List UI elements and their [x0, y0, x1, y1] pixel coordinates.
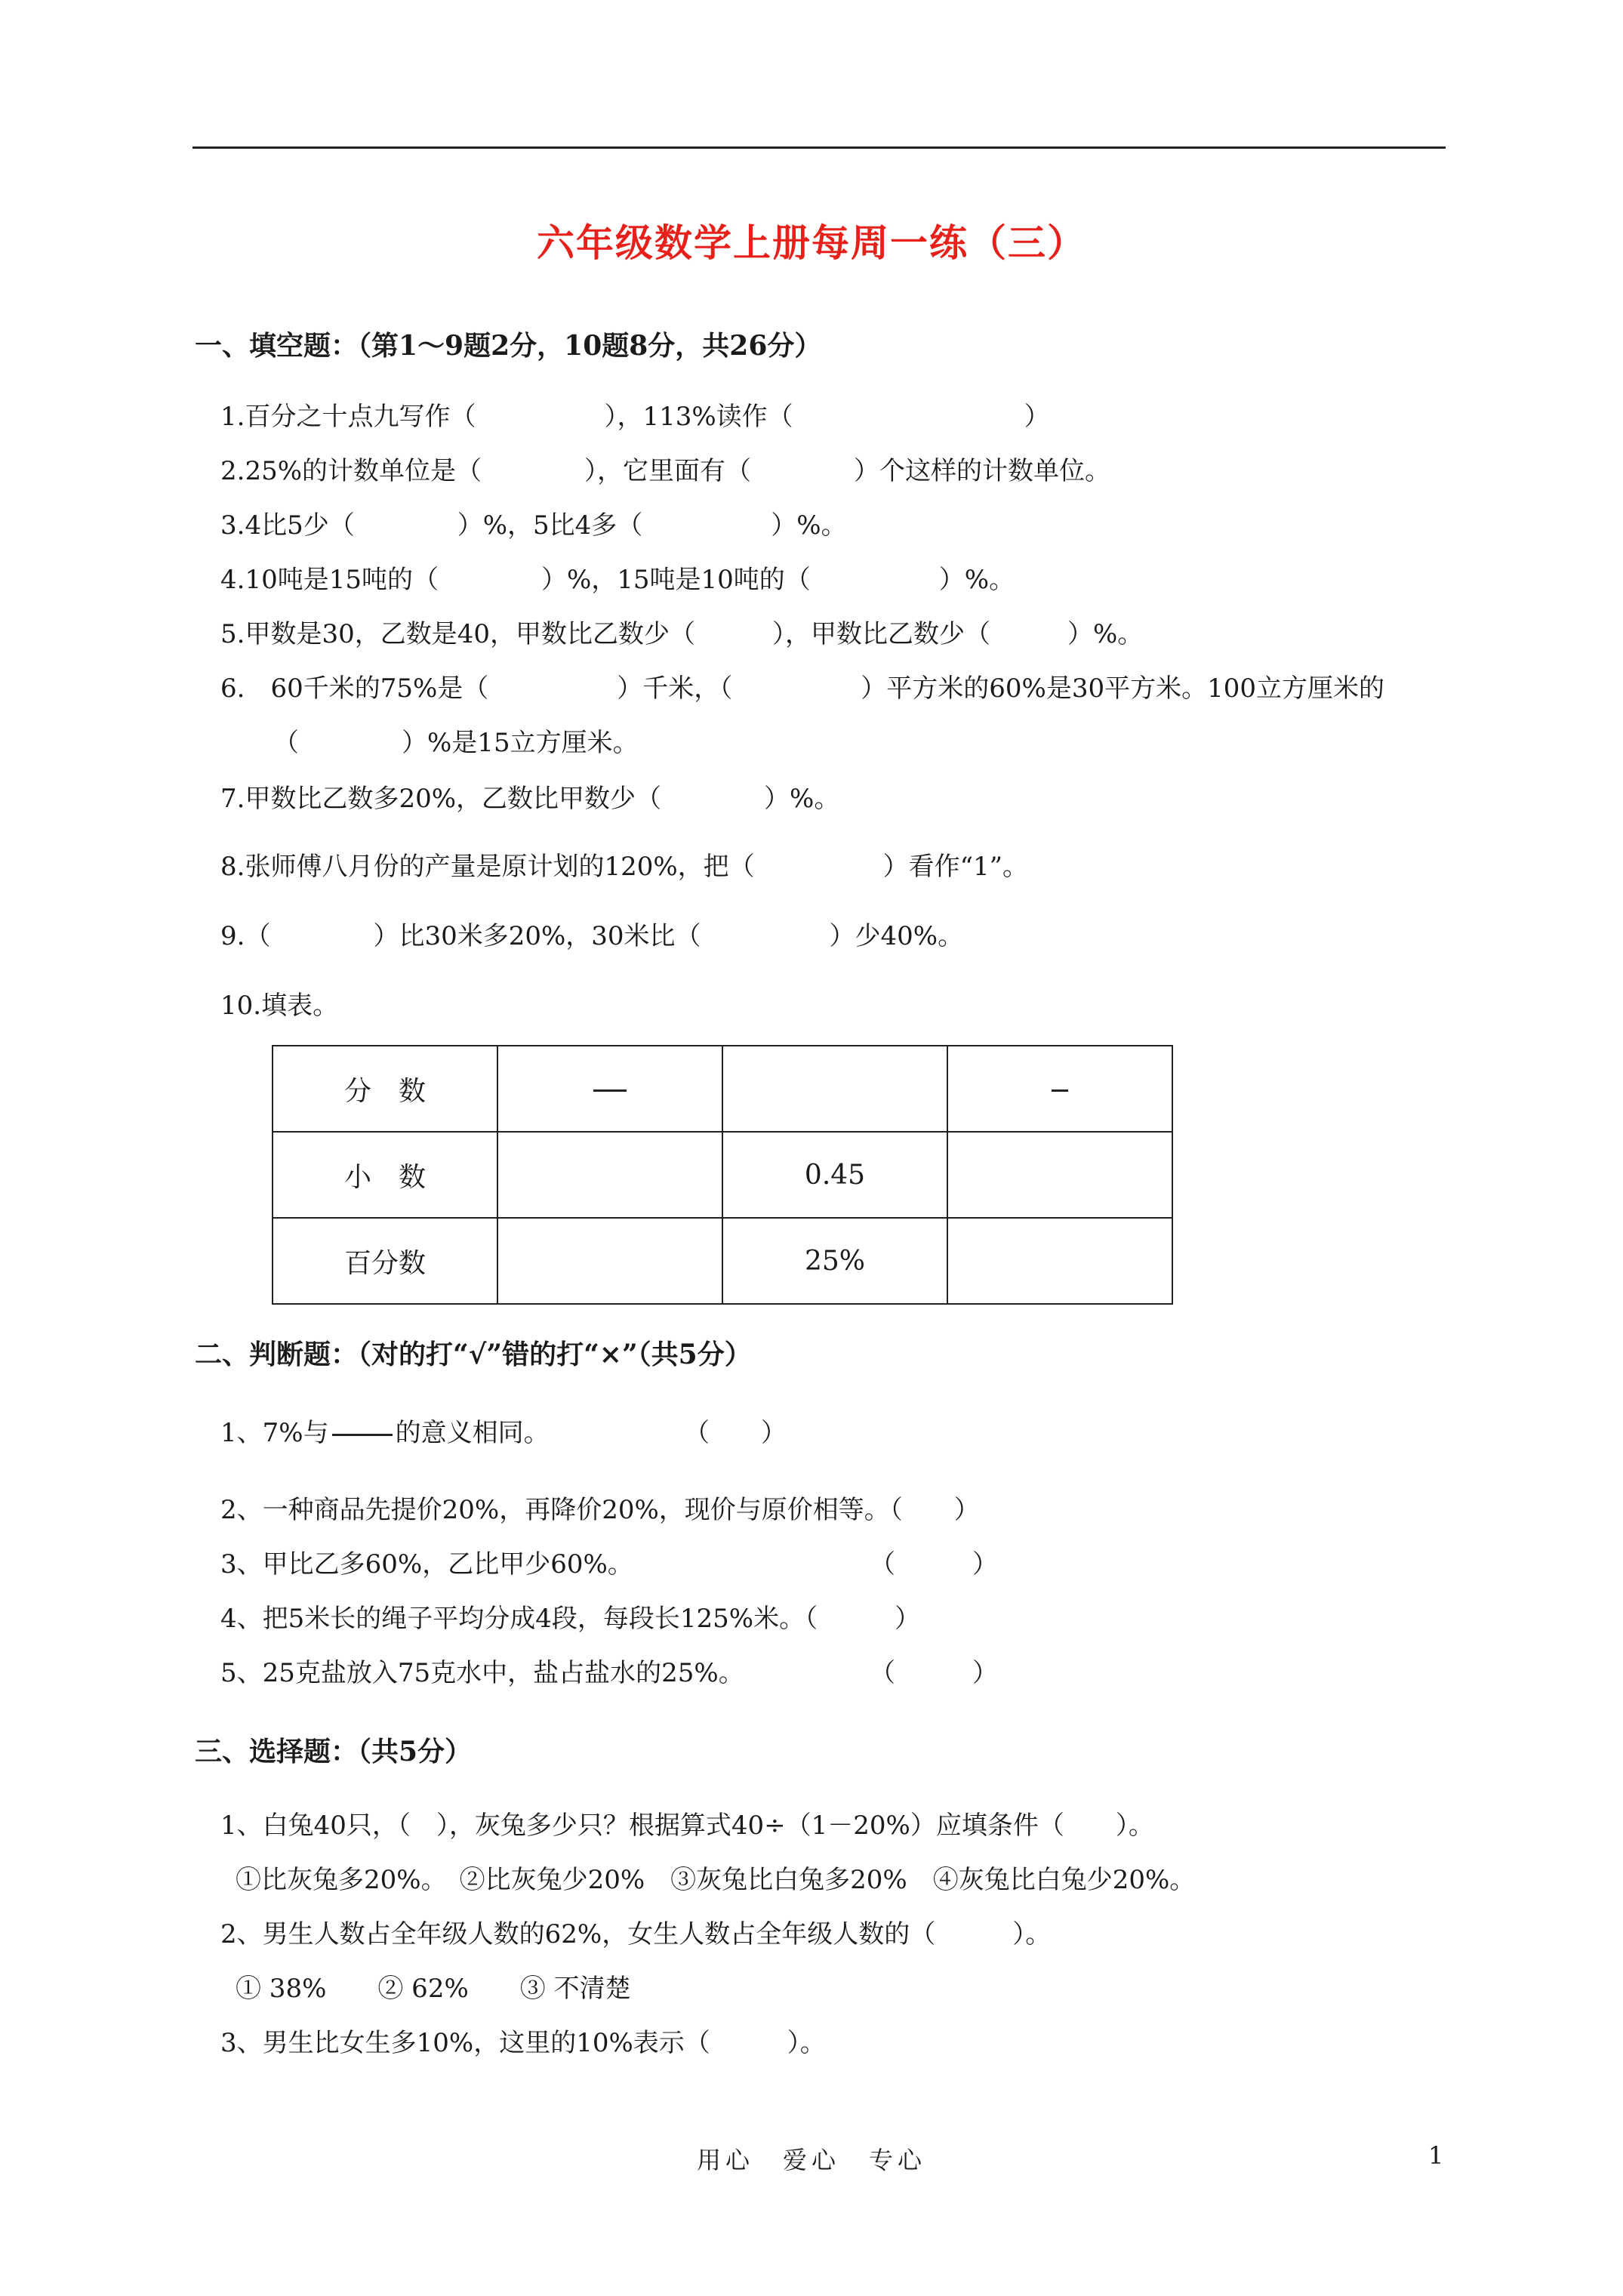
- fill-in-table: [272, 1045, 1173, 1305]
- question-6-continued: （ ）%是15立方厘米。: [273, 728, 639, 758]
- header-rule: [192, 146, 1446, 149]
- page-title: 六年级数学上册每周一练（三）: [537, 220, 1086, 265]
- row-label-decimal: 小 数: [273, 1132, 497, 1218]
- section2-heading: 二、判断题：（对的打“√”错的打“×”（共5分）: [195, 1339, 752, 1370]
- fraction-bar-icon: [1052, 1089, 1068, 1092]
- choice-2-options: ① 38% ② 62% ③ 不清楚: [236, 1974, 631, 2004]
- page-number: 1: [1428, 2141, 1444, 2170]
- row-label-percent: 百分数: [273, 1218, 497, 1304]
- page-footer: 用心 爱心 专心: [696, 2146, 926, 2174]
- table-cell[interactable]: [947, 1046, 1172, 1132]
- table-row: [273, 1132, 1172, 1218]
- section3-heading: 三、选择题：（共5分）: [195, 1736, 473, 1767]
- table-row: [273, 1046, 1172, 1132]
- judge-5: 5、25克盐放入75克水中，盐占盐水的25%。: [220, 1658, 744, 1688]
- table-row: [273, 1218, 1172, 1304]
- choice-1-options: ①比灰兔多20%。 ②比灰兔少20% ③灰兔比白兔多20% ④灰兔比白兔少20%。: [236, 1865, 1196, 1895]
- row-label-fraction: 分 数: [273, 1046, 497, 1132]
- table-cell[interactable]: [497, 1218, 722, 1304]
- question-10: 10.填表。: [220, 991, 339, 1021]
- judge-4: 4、把5米长的绳子平均分成4段，每段长125%米。（ ）: [220, 1604, 921, 1634]
- judge-1: 1、7%与 的意义相同。: [220, 1418, 550, 1448]
- question-6: 6. 60千米的75%是（ ）千米，（ ）平方米的60%是30平方米。100立方厘米的: [220, 673, 1385, 704]
- table-cell[interactable]: [497, 1132, 722, 1218]
- fraction-bar-icon: [332, 1434, 393, 1436]
- table-cell: 0.45: [722, 1132, 947, 1218]
- judge-3: 3、甲比乙多60%，乙比甲少60%。: [220, 1549, 633, 1579]
- choice-1: 1、白兔40只，（ ），灰兔多少只？根据算式40÷（1－20%）应填条件（ ）。: [220, 1811, 1154, 1841]
- question-5: 5.甲数是30，乙数是40，甲数比乙数少（ ），甲数比乙数少（ ）%。: [220, 619, 1144, 649]
- table-cell[interactable]: [947, 1218, 1172, 1304]
- choice-3: 3、男生比女生多10%，这里的10%表示（ ）。: [220, 2028, 826, 2058]
- table-cell: 25%: [722, 1218, 947, 1304]
- table-cell[interactable]: [722, 1046, 947, 1132]
- question-3: 3.4比5少（ ）%，5比4多（ ）%。: [220, 510, 847, 541]
- question-7: 7.甲数比乙数多20%，乙数比甲数少（ ）%。: [220, 784, 840, 814]
- judge-2: 2、一种商品先提价20%，再降价20%，现价与原价相等。（ ）: [220, 1495, 980, 1525]
- table-cell[interactable]: [497, 1046, 722, 1132]
- choice-2: 2、男生人数占全年级人数的62%，女生人数占全年级人数的（ ）。: [220, 1919, 1052, 1949]
- question-8: 8.张师傅八月份的产量是原计划的120%，把（ ）看作“1”。: [220, 852, 1029, 882]
- question-2: 2.25%的计数单位是（ ），它里面有（ ）个这样的计数单位。: [220, 456, 1111, 486]
- section1-heading: 一、填空题：（第1～9题2分，10题8分，共26分）: [195, 330, 822, 362]
- question-4: 4.10吨是15吨的（ ）%，15吨是10吨的（ ）%。: [220, 565, 1015, 595]
- judge-5-bracket[interactable]: （ ）: [870, 1658, 998, 1688]
- question-9: 9.（ ）比30米多20%，30米比（ ）少40%。: [220, 921, 964, 951]
- table-cell[interactable]: [947, 1132, 1172, 1218]
- fraction-bar-icon: [593, 1089, 627, 1092]
- question-1: 1.百分之十点九写作（ ），113%读作（ ）: [220, 402, 1050, 432]
- judge-1-bracket[interactable]: （ ）: [684, 1418, 787, 1448]
- judge-3-bracket[interactable]: （ ）: [870, 1549, 998, 1579]
